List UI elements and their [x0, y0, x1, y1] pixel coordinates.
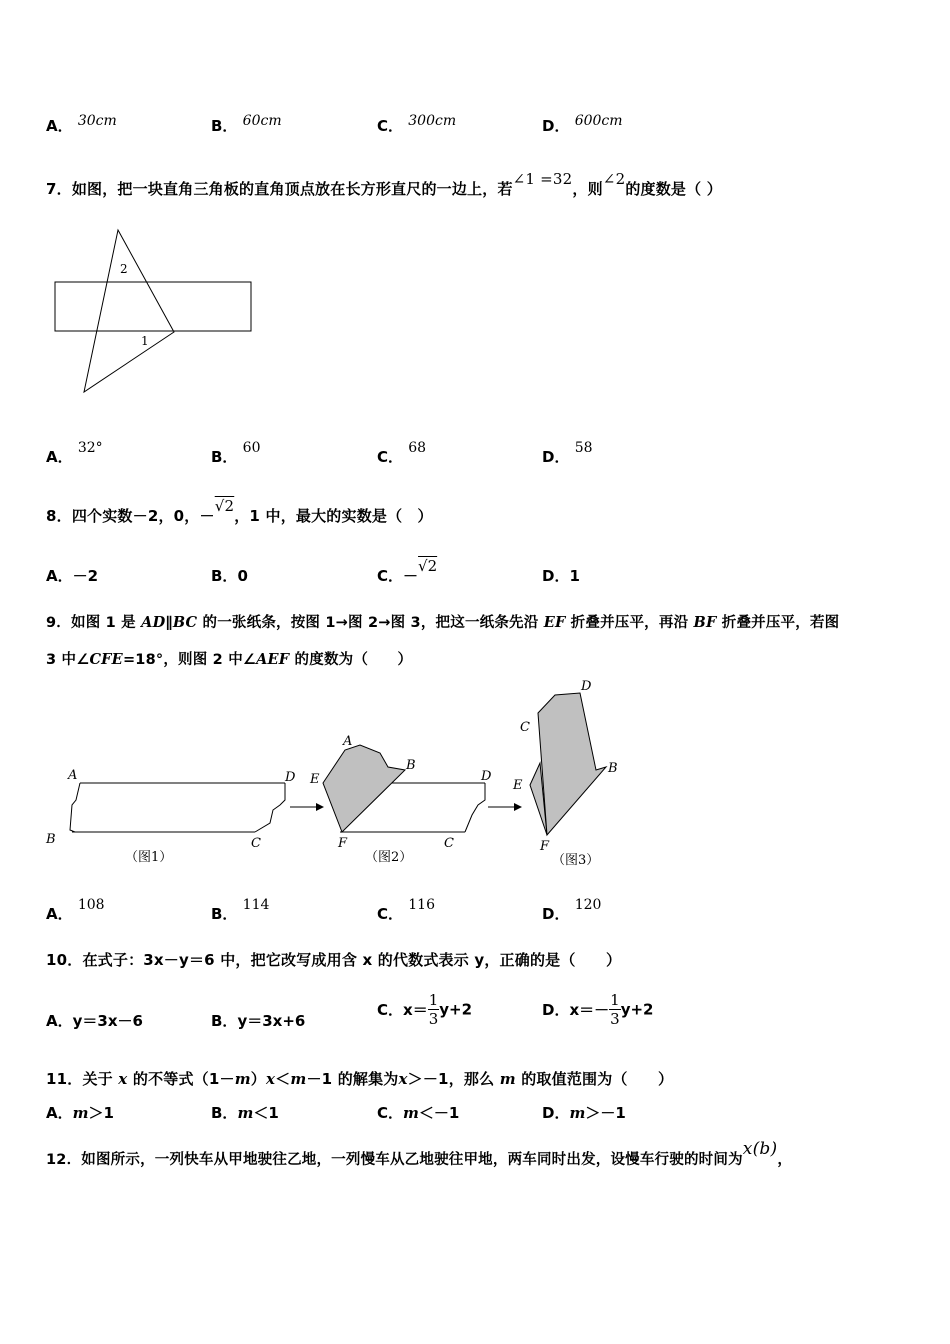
q9-bf: BF	[693, 614, 717, 631]
fraction-denominator: 3	[428, 1010, 439, 1028]
option-letter: A．	[46, 1104, 73, 1122]
option-letter: C．	[377, 117, 404, 135]
q10-option-a	[46, 1010, 143, 1031]
q8-stem	[46, 497, 433, 526]
var-m: m	[234, 1070, 251, 1088]
q7-stem	[46, 170, 722, 199]
var-m: m	[290, 1070, 307, 1088]
q9-figures	[40, 675, 660, 875]
option-value: ＞1	[88, 1104, 114, 1122]
fig2-label-a: A	[343, 734, 353, 749]
fig3-label-f: F	[540, 839, 550, 854]
q8-stem-suffix: ，1 中，最大的实数是（ ）	[234, 507, 433, 525]
option-value: －	[403, 567, 419, 585]
q7-angle1: ∠1 =32	[512, 170, 573, 188]
option-letter: B．	[211, 1104, 238, 1122]
q9-text: 的度数为（ ）	[289, 652, 413, 668]
var-x: x	[266, 1070, 276, 1088]
q11-option-b	[211, 1102, 279, 1123]
q10-option-c	[377, 991, 472, 1028]
option-letter: B．	[211, 905, 238, 923]
option-value: －2	[72, 567, 99, 585]
q11-text: 的不等式（1－	[127, 1070, 235, 1088]
q7-option-a	[46, 440, 103, 467]
q7-angle2: ∠2	[602, 170, 626, 188]
q9-option-c	[377, 897, 435, 924]
q12-expr: x(b)	[742, 1139, 778, 1159]
var-x: x	[118, 1070, 128, 1088]
fig2-label-c: C	[444, 836, 454, 851]
fig1	[45, 768, 296, 865]
fraction-numerator: 1	[610, 991, 620, 1009]
option-value: 300cm	[408, 113, 457, 129]
q12-tail: ，	[777, 1152, 793, 1168]
option-var: m	[237, 1104, 254, 1122]
option-prefix: x＝	[403, 1001, 428, 1019]
fig2-caption: （图2）	[365, 850, 413, 865]
option-letter: A．	[46, 117, 73, 135]
fig2-label-e: E	[310, 772, 320, 787]
option-letter: B．	[211, 567, 238, 585]
option-value: ＞－1	[585, 1104, 626, 1122]
q9-option-d	[542, 897, 602, 924]
q7-option-b	[211, 440, 261, 467]
fig3-label-d: D	[581, 679, 592, 694]
triangle-shape	[84, 230, 174, 392]
q9-aef: AEF	[256, 651, 290, 668]
angle-label-2: 2	[120, 262, 128, 276]
q11-text: 11．关于	[46, 1070, 119, 1088]
parallel-symbol: ∥	[165, 615, 173, 631]
option-letter: A．	[46, 1012, 73, 1030]
q12-stem	[46, 1139, 793, 1169]
q10-stem: 10．在式子：3x－y＝6 中，把它改写成用含 x 的代数式表示 y，正确的是（ ）	[46, 951, 622, 969]
option-letter: B．	[211, 448, 238, 466]
fig1-label-d: D	[285, 770, 296, 785]
q8-radical: √2	[214, 497, 235, 515]
ruler-rect	[55, 282, 251, 331]
fraction	[428, 991, 440, 1028]
fig2-label-f: F	[338, 836, 348, 851]
q8-option-c	[377, 557, 438, 586]
arrow-2	[488, 803, 522, 811]
option-letter: D．	[542, 567, 570, 585]
q9-ad: AD	[141, 614, 166, 631]
arrow-1	[290, 803, 324, 811]
option-letter: C．	[377, 448, 404, 466]
fig1-label-c: C	[251, 836, 261, 851]
fig2	[309, 734, 492, 865]
fig1-caption: （图1）	[125, 850, 173, 865]
fig3	[512, 679, 618, 868]
fraction-numerator: 1	[428, 991, 439, 1009]
option-value: y＝3x+6	[237, 1012, 306, 1030]
q8-option-a	[46, 565, 98, 586]
q6-option-d	[542, 115, 623, 136]
q7-stem-prefix: 7．如图，把一块直角三角板的直角顶点放在长方形直尺的一边上，若	[46, 180, 513, 198]
option-letter: D．	[542, 117, 570, 135]
fig1-label-b: B	[46, 832, 56, 847]
q9-stem-line2	[46, 648, 412, 669]
option-value: 58	[574, 440, 593, 456]
option-value: 30cm	[77, 113, 117, 129]
q11-text: 的取值范围为（ ）	[515, 1070, 674, 1088]
option-var: m	[569, 1104, 586, 1122]
option-letter: C．	[377, 905, 404, 923]
q10-option-b	[211, 1010, 305, 1031]
option-value: 1	[569, 567, 580, 585]
q11-text: ＜	[275, 1070, 291, 1088]
option-value: 60cm	[242, 113, 282, 129]
option-value: 600cm	[574, 113, 623, 129]
q9-text: 折叠并压平，若图	[716, 615, 840, 631]
fig2-label-b: B	[406, 758, 416, 773]
option-value: 116	[408, 897, 435, 913]
q9-text: 9．如图 1 是	[46, 615, 142, 631]
q12-text: 12．如图所示，一列快车从甲地驶往乙地，一列慢车从乙地驶往甲地，两车同时出发，设慢车行驶的时间为	[46, 1152, 743, 1168]
option-value: 0	[237, 567, 248, 585]
option-letter: A．	[46, 567, 73, 585]
option-var: m	[403, 1104, 419, 1122]
option-letter: A．	[46, 905, 73, 923]
option-letter: D．	[542, 1104, 570, 1122]
fig3-label-e: E	[513, 778, 523, 793]
q9-text: 的一张纸条，按图 1→图 2→图 3，把这一纸条先沿	[197, 615, 544, 631]
fig3-label-c: C	[520, 720, 530, 735]
q9-ef: EF	[543, 614, 566, 631]
option-prefix: x＝－	[569, 1001, 610, 1019]
q7-stem-suffix: 的度数是（ ）	[625, 180, 722, 198]
q11-text: ）	[250, 1070, 266, 1088]
var-m: m	[499, 1070, 516, 1088]
option-letter: C．	[377, 1001, 404, 1019]
q6-option-c	[377, 115, 456, 136]
q7-option-d	[542, 440, 593, 467]
option-radical: √2	[418, 557, 438, 575]
q9-bc: BC	[172, 614, 198, 631]
fig2-label-d: D	[481, 769, 492, 784]
option-var: m	[72, 1104, 89, 1122]
q11-option-d	[542, 1102, 626, 1123]
q11-text: －1 的解集为	[306, 1070, 399, 1088]
fig3-caption: （图3）	[552, 853, 600, 868]
option-value: 114	[242, 897, 270, 913]
option-value: ＜1	[253, 1104, 279, 1122]
option-suffix: y+2	[439, 1000, 473, 1019]
fig1-label-a: A	[68, 768, 78, 783]
q9-text: =18°，则图 2 中∠	[122, 652, 257, 668]
option-value: 108	[77, 897, 105, 913]
option-value: ＜－1	[418, 1104, 460, 1122]
option-letter: C．	[377, 567, 404, 585]
q7-figure	[40, 220, 270, 405]
fig3-label-b: B	[608, 761, 618, 776]
option-value: 120	[574, 897, 602, 913]
option-letter: B．	[211, 117, 238, 135]
var-x: x	[398, 1070, 408, 1088]
option-letter: D．	[542, 905, 570, 923]
fraction-denominator: 3	[610, 1010, 620, 1028]
q6-option-a	[46, 115, 117, 136]
option-letter: A．	[46, 448, 73, 466]
q8-option-b	[211, 565, 248, 586]
q8-stem-prefix: 8．四个实数－2，0，－	[46, 507, 215, 525]
q9-option-a	[46, 897, 105, 924]
q9-cfe: CFE	[89, 651, 123, 668]
q9-option-b	[211, 897, 270, 924]
q7-option-c	[377, 440, 427, 467]
q11-stem	[46, 1068, 673, 1089]
q10-option-d	[542, 991, 653, 1028]
q9-stem-line1	[46, 611, 839, 632]
q9-text: 3 中∠	[46, 652, 90, 668]
q6-option-b	[211, 115, 282, 136]
angle-label-1: 1	[141, 334, 149, 348]
option-letter: C．	[377, 1104, 404, 1122]
option-letter: B．	[211, 1012, 238, 1030]
q11-option-c	[377, 1102, 459, 1123]
fraction	[609, 991, 621, 1028]
option-value: 68	[408, 440, 427, 456]
option-suffix: y+2	[620, 1000, 654, 1019]
option-letter: D．	[542, 448, 570, 466]
option-value: 32°	[77, 440, 103, 456]
q7-stem-mid: ，则	[572, 180, 603, 198]
option-value: y＝3x－6	[72, 1012, 143, 1030]
q11-text: ＞－1，那么	[407, 1070, 500, 1088]
q11-option-a	[46, 1102, 114, 1123]
option-letter: D．	[542, 1001, 570, 1019]
q9-text: 折叠并压平，再沿	[565, 615, 694, 631]
option-value: 60	[242, 440, 261, 456]
q8-option-d	[542, 565, 580, 586]
